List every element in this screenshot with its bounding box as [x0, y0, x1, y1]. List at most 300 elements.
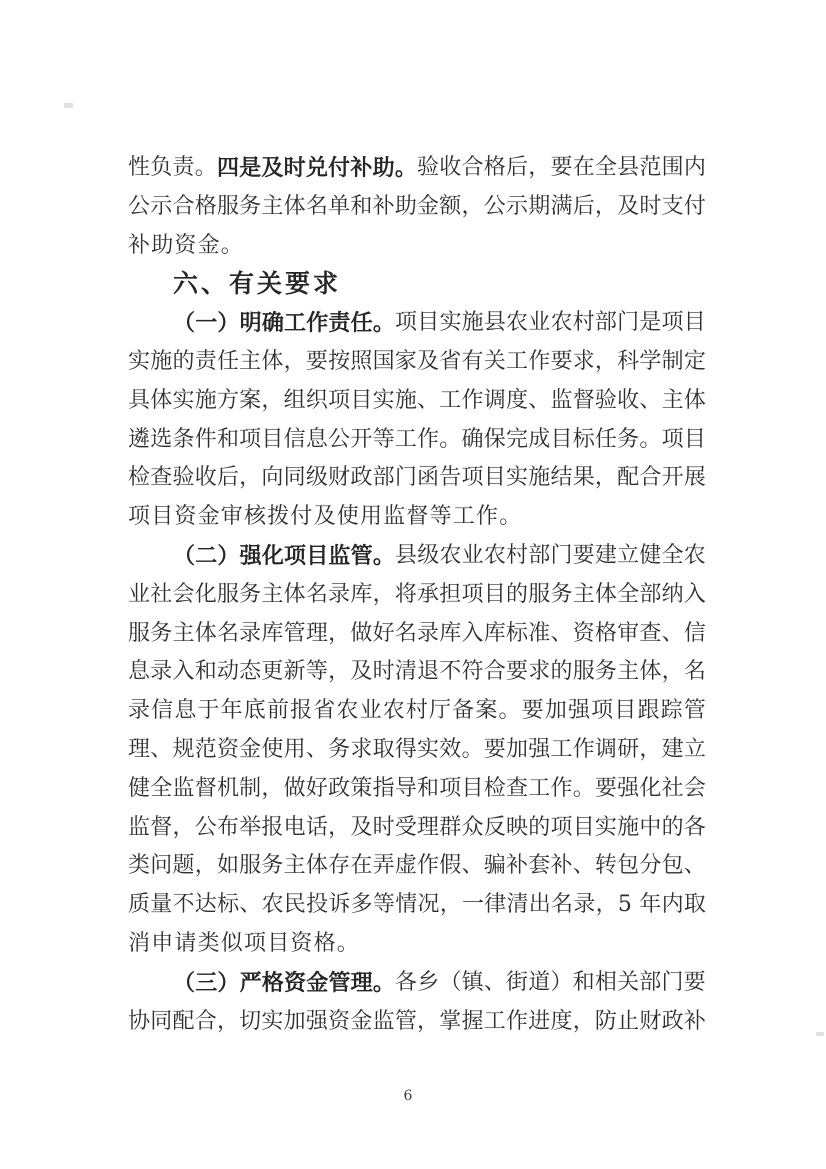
glyph: 选: [150, 426, 173, 452]
glyph: ，: [594, 193, 617, 219]
glyph: ）: [217, 310, 240, 337]
glyph: 骗: [483, 853, 506, 879]
glyph: 理: [350, 969, 373, 996]
glyph: 理: [417, 814, 440, 840]
glyph: 作: [461, 387, 484, 413]
glyph: 管: [283, 620, 306, 646]
glyph: 收: [194, 465, 217, 491]
glyph: 相: [594, 969, 617, 995]
glyph: 、: [150, 736, 173, 762]
glyph: 遴: [128, 426, 151, 452]
glyph: 和: [194, 659, 217, 685]
text-line: [128, 227, 706, 266]
glyph: 求: [528, 659, 551, 685]
glyph: 目: [683, 310, 706, 336]
glyph: 政: [328, 775, 351, 801]
glyph: 项: [461, 581, 484, 607]
glyph: ，: [661, 659, 684, 685]
glyph: 省: [439, 348, 462, 374]
glyph: 体: [283, 581, 306, 607]
page-number: 6: [403, 1088, 413, 1104]
glyph: ，: [172, 814, 195, 840]
glyph: 主: [261, 581, 284, 607]
glyph: 全: [150, 775, 173, 801]
glyph: 、: [550, 620, 573, 646]
glyph: 效: [439, 736, 462, 762]
glyph: 的: [661, 814, 684, 840]
glyph: 验: [594, 387, 617, 413]
glyph: 调: [594, 736, 617, 762]
glyph: 录: [239, 620, 262, 646]
glyph: 度: [550, 1008, 573, 1034]
glyph: 监: [550, 387, 573, 413]
glyph: 函: [417, 465, 440, 491]
glyph: 作: [417, 426, 440, 452]
glyph: 目: [350, 387, 373, 413]
glyph: 施: [461, 310, 484, 336]
glyph: 举: [239, 814, 262, 840]
glyph: 目: [483, 465, 506, 491]
glyph: 街: [506, 969, 529, 995]
glyph: 要: [550, 348, 573, 374]
glyph: 格: [194, 193, 217, 219]
glyph: 体: [683, 387, 706, 413]
glyph: 跟: [637, 698, 660, 724]
glyph: 。: [372, 542, 395, 569]
glyph: 农: [439, 542, 462, 568]
glyph: 目: [261, 426, 284, 452]
glyph: 件: [194, 426, 217, 452]
glyph: 农: [683, 542, 706, 568]
glyph: 任: [350, 310, 373, 337]
glyph: 录: [573, 892, 596, 918]
glyph: 务: [150, 620, 173, 646]
glyph: ，: [372, 581, 395, 607]
glyph: 化: [194, 581, 217, 607]
glyph: 任: [216, 348, 239, 374]
glyph: 握: [461, 1008, 484, 1034]
glyph: 退: [417, 659, 440, 685]
text-line: [128, 149, 706, 188]
glyph: 工: [505, 348, 528, 374]
glyph: 额: [439, 193, 462, 219]
glyph: 管: [394, 1008, 417, 1034]
glyph: 合: [483, 659, 506, 685]
glyph: 成: [528, 426, 551, 452]
glyph: 问: [150, 853, 173, 879]
glyph: 担: [439, 581, 462, 607]
glyph: 不: [439, 659, 462, 685]
glyph: 律: [484, 892, 507, 918]
glyph: 查: [505, 775, 528, 801]
glyph: 满: [550, 193, 573, 219]
glyph: 工: [550, 736, 573, 762]
text-line: [128, 459, 706, 498]
glyph: 加: [505, 736, 528, 762]
glyph: 条: [172, 426, 195, 452]
text-line: [128, 653, 706, 692]
glyph: ）: [217, 542, 240, 569]
text-line: [128, 421, 706, 460]
glyph: 好: [305, 775, 328, 801]
glyph: 具: [128, 387, 151, 413]
glyph: 目: [614, 698, 637, 724]
glyph: ，: [283, 348, 306, 374]
glyph: 服: [128, 620, 151, 646]
glyph: 体: [261, 348, 284, 374]
glyph: 指: [372, 775, 395, 801]
glyph: ，: [261, 775, 284, 801]
glyph: 付: [683, 193, 706, 219]
glyph: 强: [528, 736, 551, 762]
glyph: 向: [261, 465, 284, 491]
glyph: 研: [617, 736, 640, 762]
glyph: 。: [639, 426, 662, 452]
glyph: 同: [283, 465, 306, 491]
glyph: 包: [617, 853, 640, 879]
glyph: 动: [216, 659, 239, 685]
glyph: 方: [216, 387, 239, 413]
glyph: 要: [505, 659, 528, 685]
glyph: 及: [417, 348, 440, 374]
glyph: 体: [150, 387, 173, 413]
glyph: 话: [305, 814, 328, 840]
glyph: 部: [639, 969, 662, 995]
glyph: （: [173, 969, 196, 996]
glyph: 内: [661, 892, 684, 918]
glyph: 报: [261, 814, 284, 840]
glyph: 门: [550, 542, 573, 568]
glyph: 题: [172, 853, 195, 879]
glyph: 合: [639, 465, 662, 491]
glyph: 按: [328, 348, 351, 374]
glyph: 在: [350, 853, 373, 879]
glyph: 前: [266, 698, 289, 724]
glyph: 建: [661, 736, 684, 762]
glyph: 村: [572, 310, 595, 336]
glyph: 强: [239, 542, 262, 569]
glyph: 、: [239, 892, 262, 918]
glyph: 映: [505, 814, 528, 840]
glyph: 施: [528, 465, 551, 491]
glyph: 负: [150, 155, 173, 180]
glyph: 作: [550, 775, 573, 801]
glyph: 要: [550, 155, 573, 180]
glyph: 名: [551, 892, 574, 918]
glyph: 好: [372, 620, 395, 646]
glyph: 体: [194, 620, 217, 646]
glyph: 。: [498, 698, 521, 724]
glyph: 入: [172, 659, 195, 685]
glyph: 政: [661, 1008, 684, 1034]
glyph: ，: [594, 465, 617, 491]
glyph: 服: [239, 853, 262, 879]
glyph: 服: [216, 581, 239, 607]
glyph: 督: [194, 775, 217, 801]
glyph: 任: [594, 426, 617, 452]
glyph: 收: [439, 155, 462, 180]
glyph: ，: [461, 193, 484, 219]
glyph: 求: [350, 736, 373, 762]
glyph: 家: [394, 348, 417, 374]
glyph: 作: [306, 310, 329, 337]
glyph: 是: [639, 310, 662, 336]
glyph: 库: [350, 581, 373, 607]
text-line: [128, 382, 706, 421]
glyph: 名: [683, 659, 706, 685]
glyph: 照: [350, 348, 373, 374]
glyph: 、: [305, 736, 328, 762]
glyph: 多: [350, 892, 373, 918]
glyph: ，: [439, 892, 462, 918]
glyph: 入: [683, 581, 706, 607]
glyph: 管: [328, 969, 351, 996]
glyph: 态: [239, 659, 262, 685]
glyph: 要: [305, 348, 328, 374]
glyph: 中: [639, 814, 662, 840]
glyph: 名: [394, 620, 417, 646]
glyph: 体: [283, 193, 306, 219]
glyph: ，: [328, 814, 351, 840]
glyph: 金: [350, 1008, 373, 1034]
glyph: 部: [594, 310, 617, 336]
glyph: ，: [417, 1008, 440, 1034]
glyph: 门: [617, 310, 640, 336]
glyph: 支: [661, 193, 684, 219]
glyph: 机: [216, 775, 239, 801]
glyph: 期: [528, 193, 551, 219]
glyph: 合: [461, 155, 484, 180]
glyph: 。: [194, 155, 217, 180]
glyph: （: [439, 969, 462, 995]
glyph: 取: [683, 892, 706, 918]
glyph: 全: [617, 581, 640, 607]
glyph: 底: [243, 698, 266, 724]
glyph: 化: [639, 775, 662, 801]
glyph: 不: [172, 892, 195, 918]
glyph: 主: [617, 659, 640, 685]
glyph: 策: [350, 775, 373, 801]
glyph: 道: [528, 969, 551, 995]
glyph: 标: [572, 426, 595, 452]
glyph: 入: [461, 620, 484, 646]
glyph: 作: [572, 736, 595, 762]
glyph: 管: [350, 542, 373, 569]
glyph: 等: [372, 892, 395, 918]
glyph: 。: [372, 969, 395, 996]
glyph: 内: [683, 155, 706, 180]
glyph: 库: [261, 620, 284, 646]
glyph: 录: [328, 581, 351, 607]
glyph: 社: [661, 775, 684, 801]
glyph: 监: [372, 1008, 395, 1034]
glyph: 信: [683, 620, 706, 646]
glyph: 示: [150, 193, 173, 219]
glyph: 后: [572, 193, 595, 219]
glyph: 目: [550, 426, 573, 452]
glyph: 规: [172, 736, 195, 762]
text-line: [128, 731, 706, 770]
glyph: （: [173, 310, 196, 337]
glyph: 息: [174, 698, 197, 724]
glyph: 查: [150, 465, 173, 491]
glyph: 补: [683, 1008, 706, 1034]
glyph: 业: [528, 310, 551, 336]
glyph: 调: [483, 387, 506, 413]
glyph: 体: [594, 581, 617, 607]
glyph: 切: [239, 1008, 262, 1034]
text-run: 补助资金。: [128, 232, 245, 258]
glyph: 套: [528, 853, 551, 879]
glyph: 检: [483, 775, 506, 801]
glyph: 结: [550, 465, 573, 491]
glyph: 息: [128, 659, 151, 685]
glyph: 县: [617, 155, 640, 180]
glyph: 在: [572, 155, 595, 180]
glyph: 项: [328, 387, 351, 413]
glyph: 立: [683, 736, 706, 762]
text-line: [128, 692, 706, 731]
glyph: 告: [439, 465, 462, 491]
text-run: 消申请类似项目资格。: [128, 930, 361, 956]
glyph: 是: [239, 155, 262, 181]
glyph: 名: [216, 620, 239, 646]
glyph: 年: [639, 892, 662, 918]
paragraph-subsidy-payment-continuation: [128, 149, 706, 265]
glyph: 保: [483, 426, 506, 452]
paragraph-two-strengthen-project-supervision: [128, 537, 706, 964]
glyph: 主: [261, 193, 284, 219]
glyph: [632, 886, 639, 925]
glyph: 库: [439, 620, 462, 646]
glyph: 施: [194, 387, 217, 413]
glyph: 合: [194, 1008, 217, 1034]
glyph: 报: [290, 698, 313, 724]
glyph: 收: [617, 387, 640, 413]
glyph: 标: [505, 620, 528, 646]
glyph: 类: [128, 853, 151, 879]
glyph: 资: [328, 1008, 351, 1034]
glyph: 求: [572, 348, 595, 374]
glyph: 配: [617, 465, 640, 491]
glyph: 开: [661, 465, 684, 491]
glyph: 门: [394, 465, 417, 491]
glyph: 要: [521, 698, 544, 724]
glyph: 项: [661, 426, 684, 452]
glyph: 名: [305, 193, 328, 219]
glyph: 监: [328, 542, 351, 569]
glyph: 踪: [660, 698, 683, 724]
glyph: 厅: [429, 698, 452, 724]
glyph: ）: [550, 969, 573, 995]
glyph: 、: [683, 853, 706, 879]
glyph: 项: [661, 310, 684, 336]
scan-speck-top-left: [64, 103, 73, 108]
glyph: 工: [394, 426, 417, 452]
glyph: 级: [305, 465, 328, 491]
glyph: 财: [639, 1008, 662, 1034]
glyph: ，: [595, 892, 618, 918]
glyph: 备: [452, 698, 475, 724]
glyph: 督: [150, 814, 173, 840]
glyph: 强: [567, 698, 590, 724]
glyph: 掌: [439, 1008, 462, 1034]
text-line: [173, 537, 706, 576]
glyph: 健: [639, 542, 662, 568]
glyph: 督: [572, 387, 595, 413]
glyph: 分: [639, 853, 662, 879]
glyph: 的: [505, 581, 528, 607]
glyph: 、: [572, 853, 595, 879]
glyph: 录: [150, 659, 173, 685]
glyph: 项: [550, 814, 573, 840]
glyph: 务: [239, 193, 262, 219]
glyph: 补: [505, 853, 528, 879]
glyph: 组: [283, 387, 306, 413]
glyph: 清: [394, 659, 417, 685]
glyph: 5: [617, 892, 632, 918]
glyph: 。: [394, 155, 417, 181]
glyph: 资: [284, 969, 307, 996]
glyph: 的: [550, 659, 573, 685]
glyph: 务: [239, 581, 262, 607]
glyph: 作: [417, 853, 440, 879]
glyph: 目: [572, 814, 595, 840]
glyph: 助: [372, 155, 395, 181]
glyph: 录: [128, 698, 151, 724]
glyph: 项: [591, 698, 614, 724]
glyph: 省: [313, 698, 336, 724]
glyph: 工: [284, 310, 307, 337]
glyph: 公: [483, 193, 506, 219]
glyph: 制: [661, 348, 684, 374]
scan-speck-bottom-right: [816, 1032, 824, 1036]
glyph: 全: [594, 155, 617, 180]
glyph: 金: [417, 193, 440, 219]
paragraph-one-clarify-work-responsibility: [128, 304, 706, 537]
glyph: 电: [283, 814, 306, 840]
glyph: 和: [216, 426, 239, 452]
glyph: 农: [550, 310, 573, 336]
glyph: 定: [683, 348, 706, 374]
glyph: 资: [572, 620, 595, 646]
glyph: 体: [305, 853, 328, 879]
glyph: 包: [661, 853, 684, 879]
glyph: 强: [305, 1008, 328, 1034]
glyph: 加: [544, 698, 567, 724]
glyph: 补: [550, 853, 573, 879]
glyph: 承: [417, 581, 440, 607]
glyph: 立: [617, 542, 640, 568]
glyph: 目: [461, 775, 484, 801]
glyph: 责: [328, 310, 351, 337]
glyph: 完: [505, 426, 528, 452]
glyph: 检: [128, 465, 151, 491]
glyph: 公: [128, 193, 151, 219]
glyph: 化: [261, 542, 284, 569]
glyph: 导: [394, 775, 417, 801]
glyph: 量: [150, 892, 173, 918]
glyph: 及: [261, 155, 284, 181]
glyph: 、: [461, 853, 484, 879]
glyph: 案: [239, 387, 262, 413]
glyph: 时: [639, 193, 662, 219]
glyph: 做: [350, 620, 373, 646]
glyph: 受: [394, 814, 417, 840]
glyph: 准: [528, 620, 551, 646]
glyph: 国: [372, 348, 395, 374]
glyph: 学: [639, 348, 662, 374]
